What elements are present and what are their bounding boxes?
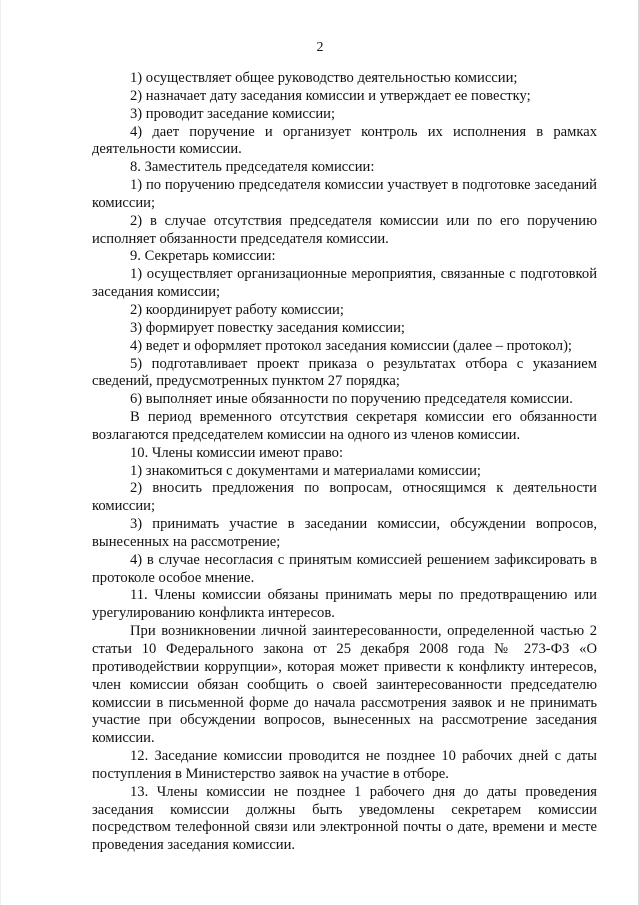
paragraph-secretary-duty-3: 3) формирует повестку заседания комиссии; — [130, 319, 405, 336]
scan-edge-left — [0, 0, 1, 905]
paragraph-section-9-heading: 9. Секретарь комиссии: — [130, 248, 276, 265]
paragraph-secretary-duty-2: 2) координирует работу комиссии; — [130, 301, 344, 318]
paragraph-section-13: 13. Члены комиссии не позднее 1 рабочего дня до даты проведения заседания комиссии должны быть уведомлены секретарем комиссии посредством телефонной связи или электронной почты о дате, времени и месте проведения заседания комиссии. — [92, 783, 597, 854]
paragraph-secretary-duty-5: 5) подготавливает проект приказа о результатах отбора с указанием сведений, предусмотренных пунктом 27 порядка; — [92, 355, 597, 390]
paragraph-member-right-1: 1) знакомиться с документами и материалами комиссии; — [130, 462, 481, 479]
document-body — [92, 70, 597, 855]
paragraph-section-10-heading: 10. Члены комиссии имеют право: — [130, 444, 344, 461]
paragraph-secretary-absence: В период временного отсутствия секретаря комиссии его обязанности возлагаются председателем комиссии на одного из членов комиссии. — [92, 409, 597, 443]
paragraph-chair-duty-2: 2) назначает дату заседания комиссии и утверждает ее повестку; — [130, 87, 531, 104]
paragraph-secretary-duty-6: 6) выполняет иные обязанности по поручению председателя комиссии. — [130, 391, 573, 408]
paragraph-section-11: 11. Члены комиссии обязаны принимать меры по предотвращению или урегулированию конфликта интересов. — [92, 587, 597, 622]
paragraph-member-right-4: 4) в случае несогласия с принятым комиссией решением зафиксировать в протоколе особое мнение. — [92, 551, 597, 586]
paragraph-section-8-heading: 8. Заместитель председателя комиссии: — [130, 159, 375, 176]
paragraph-secretary-duty-1: 1) осуществляет организационные мероприятия, связанные с подготовкой заседания комиссии; — [92, 266, 597, 301]
paragraph-chair-duty-1: 1) осуществляет общее руководство деятельностью комиссии; — [130, 70, 518, 86]
page-number: 2 — [316, 40, 324, 55]
paragraph-deputy-duty-2: 2) в случае отсутствия председателя комиссии или по его поручению исполняет обязанности председателя комиссии. — [92, 212, 597, 247]
paragraph-deputy-duty-1: 1) по поручению председателя комиссии участвует в подготовке заседаний комиссии; — [92, 177, 597, 211]
paragraph-chair-duty-3: 3) проводит заседание комиссии; — [130, 105, 336, 122]
paragraph-section-12: 12. Заседание комиссии проводится не позднее 10 рабочих дней с даты поступления в Министерство заявок на участие в отборе. — [92, 748, 597, 782]
paragraph-member-right-2: 2) вносить предложения по вопросам, относящимся к деятельности комиссии; — [92, 480, 597, 515]
paragraph-conflict-of-interest: При возникновении личной заинтересованности, определенной частью 2 статьи 10 Федерального закона от 25 декабря 2008 года № 273-ФЗ «О противодействии коррупции», которая может привести к конфликту интересов, член комиссии обязан сообщить о своей заинтересованности председателю комиссии в письменной форме до начала рассмотрения заявок и не принимать участие при обсуждении вопросов, вынесенных на рассмотрение заседания комиссии. — [92, 623, 597, 747]
paragraph-member-right-3: 3) принимать участие в заседании комиссии, обсуждении вопросов, вынесенных на рассмотрение; — [92, 516, 597, 550]
paragraph-secretary-duty-4: 4) ведет и оформляет протокол заседания комиссии (далее – протокол); — [130, 337, 572, 354]
paragraph-chair-duty-4: 4) дает поручение и организует контроль их исполнения в рамках деятельности комиссии. — [92, 123, 597, 158]
